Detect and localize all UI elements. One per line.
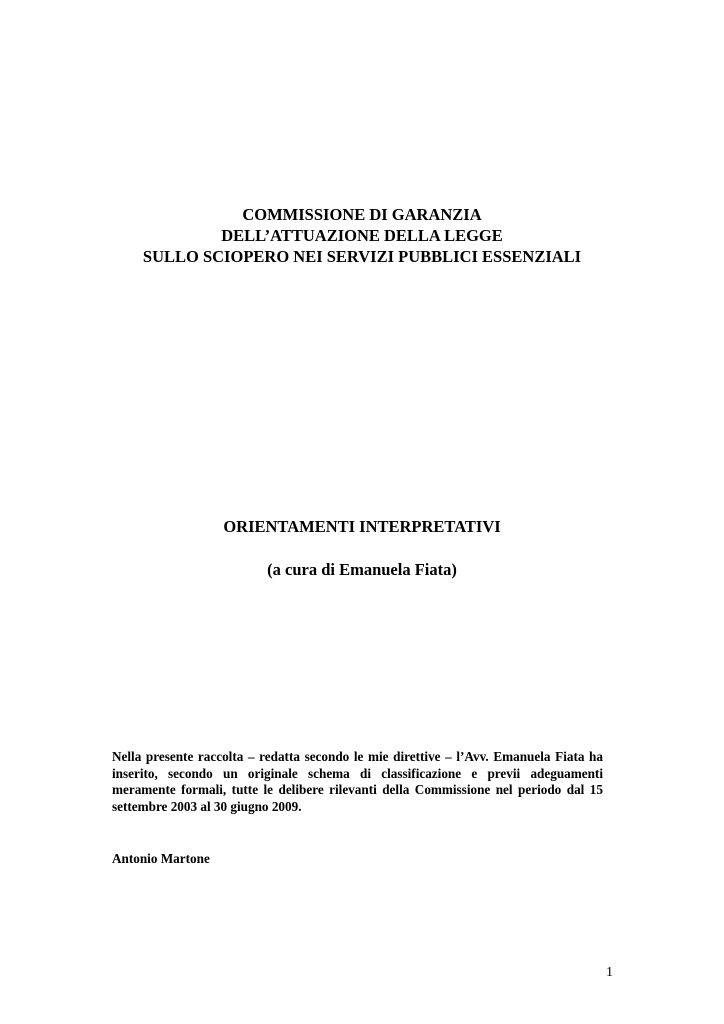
commission-heading (0, 204, 724, 267)
heading-line-1: COMMISSIONE DI GARANZIA (242, 205, 482, 224)
curator-line: (a cura di Emanuela Fiata) (267, 560, 457, 579)
heading-line-2: DELL’ATTUAZIONE DELLA LEGGE (221, 226, 503, 245)
heading-line-3: SULLO SCIOPERO NEI SERVIZI PUBBLICI ESSENZIALI (142, 247, 582, 266)
signature: Antonio Martone (112, 851, 210, 866)
page-number: 1 (606, 965, 613, 980)
introductory-note: Nella presente raccolta – redatta secondo le mie direttive – l’Avv. Emanuela Fiata ha inserito, secondo un originale schema di classificazione e previi adeguamenti meramente formali, tutte le delibere rilevanti della Commissione nel periodo dal 15 settembre 2003 al 30 giugno 2009. (112, 749, 603, 814)
document-title: ORIENTAMENTI INTERPRETATIVI (223, 517, 501, 536)
